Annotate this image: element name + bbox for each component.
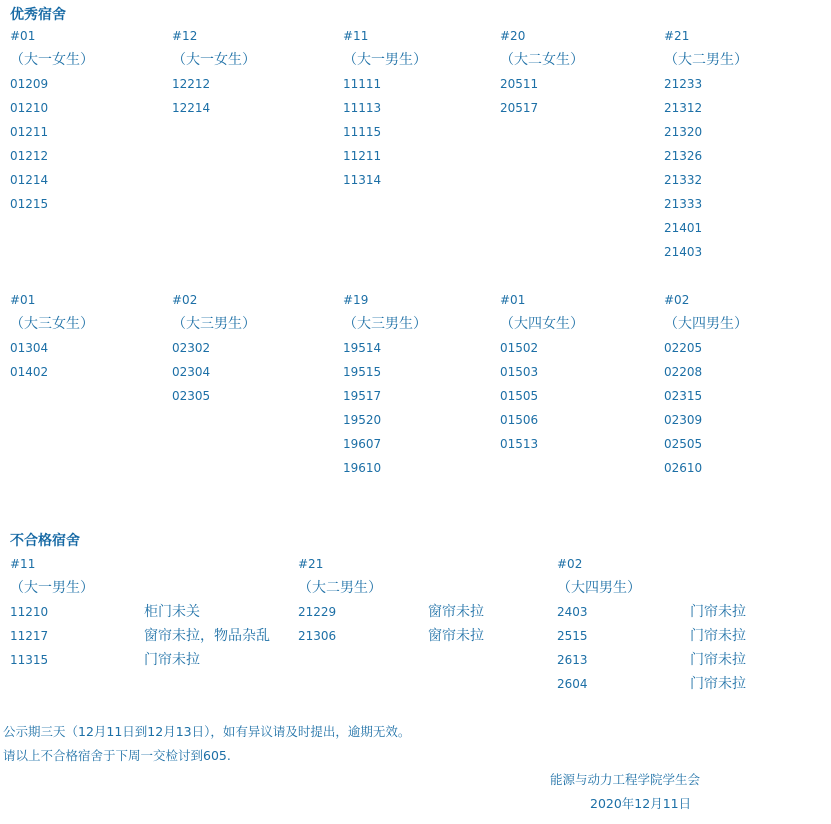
failed-row [298,624,548,648]
failed-group [298,552,548,648]
room-number: 19610 [343,461,382,475]
excellent-title: 优秀宿舍 [10,7,66,23]
room-number: 21306 [298,629,337,643]
room-number: 21229 [298,605,337,619]
building-tag: #12 [172,29,198,43]
class-label: （大四男生） [664,316,748,332]
room-number: 01304 [10,341,49,355]
building-tag: #21 [664,29,690,43]
building-tag: #01 [10,293,36,307]
failed-row [557,600,817,624]
failed-row [557,624,817,648]
class-label: （大三女生） [10,316,94,332]
excellent-group [10,24,94,216]
building-tag: #20 [500,29,526,43]
class-label: （大二男生） [664,52,748,68]
room-number: 02309 [664,413,703,427]
issue-text: 窗帘未拉，物品杂乱 [144,628,270,644]
building-tag: #01 [500,293,526,307]
excellent-group [10,288,94,384]
room-number: 2604 [557,677,588,691]
class-label: （大四男生） [557,580,641,596]
room-number: 02610 [664,461,703,475]
room-number: 12214 [172,101,211,115]
failed-row [557,648,817,672]
room-number: 01209 [10,77,49,91]
room-number: 11210 [10,605,49,619]
room-number: 21401 [664,221,703,235]
room-number: 21332 [664,173,703,187]
class-label: （大一男生） [10,580,94,596]
class-label: （大四女生） [500,316,584,332]
excellent-group [343,24,427,192]
room-number: 21403 [664,245,703,259]
room-number: 19520 [343,413,382,427]
room-number: 01212 [10,149,49,163]
failed-group [557,552,817,696]
class-label: （大一女生） [10,52,94,68]
building-tag: #11 [10,557,36,571]
failed-row [298,600,548,624]
room-number: 01211 [10,125,49,139]
room-number: 02302 [172,341,211,355]
excellent-group [664,24,748,264]
room-number: 2515 [557,629,588,643]
failed-row [557,672,817,696]
room-number: 11315 [10,653,49,667]
room-number: 02305 [172,389,211,403]
issue-text: 门帘未拉 [690,652,746,668]
class-label: （大三男生） [172,316,256,332]
issue-text: 窗帘未拉 [428,628,484,644]
room-number: 11217 [10,629,49,643]
building-tag: #01 [10,29,36,43]
notice-organization: 能源与动力工程学院学生会 [550,772,701,787]
class-label: （大二男生） [298,580,382,596]
room-number: 02208 [664,365,703,379]
failed-row [10,624,290,648]
room-number: 02505 [664,437,703,451]
building-tag: #11 [343,29,369,43]
excellent-group [172,288,256,408]
room-number: 11115 [343,125,382,139]
class-label: （大三男生） [343,316,427,332]
failed-row [10,648,290,672]
issue-text: 门帘未拉 [144,652,200,668]
notice-date: 2020年12月11日 [590,796,692,811]
room-number: 01513 [500,437,539,451]
issue-text: 门帘未拉 [690,676,746,692]
room-number: 01505 [500,389,539,403]
building-tag: #21 [298,557,324,571]
building-tag: #19 [343,293,369,307]
room-number: 21326 [664,149,703,163]
room-number: 19515 [343,365,382,379]
excellent-group [500,288,584,456]
room-number: 11314 [343,173,382,187]
room-number: 01402 [10,365,49,379]
building-tag: #02 [557,557,583,571]
room-number: 01506 [500,413,539,427]
room-number: 01502 [500,341,539,355]
room-number: 01210 [10,101,49,115]
room-number: 02315 [664,389,703,403]
excellent-group [172,24,256,120]
class-label: （大二女生） [500,52,584,68]
building-tag: #02 [172,293,198,307]
issue-text: 门帘未拉 [690,628,746,644]
notice-period: 公示期三天（12月11日到12月13日），如有异议请及时提出，逾期无效。 [3,724,411,739]
class-label: （大一女生） [172,52,256,68]
room-number: 12212 [172,77,211,91]
failed-title: 不合格宿舍 [10,533,80,549]
excellent-group [664,288,748,480]
room-number: 02304 [172,365,211,379]
room-number: 21320 [664,125,703,139]
issue-text: 窗帘未拉 [428,604,484,620]
room-number: 19517 [343,389,382,403]
room-number: 02205 [664,341,703,355]
room-number: 2403 [557,605,588,619]
excellent-group [343,288,427,480]
excellent-group [500,24,584,120]
issue-text: 柜门未关 [144,604,200,620]
room-number: 11111 [343,77,382,91]
room-number: 11211 [343,149,382,163]
room-number: 20517 [500,101,539,115]
room-number: 19514 [343,341,382,355]
class-label: （大一男生） [343,52,427,68]
building-tag: #02 [664,293,690,307]
room-number: 01215 [10,197,49,211]
failed-row [10,600,290,624]
room-number: 01503 [500,365,539,379]
room-number: 21233 [664,77,703,91]
issue-text: 门帘未拉 [690,604,746,620]
room-number: 2613 [557,653,588,667]
room-number: 01214 [10,173,49,187]
room-number: 21333 [664,197,703,211]
failed-group [10,552,290,672]
room-number: 20511 [500,77,539,91]
room-number: 11113 [343,101,382,115]
room-number: 21312 [664,101,703,115]
notice-instruction: 请以上不合格宿舍于下周一交检讨到605. [3,748,231,763]
room-number: 19607 [343,437,382,451]
